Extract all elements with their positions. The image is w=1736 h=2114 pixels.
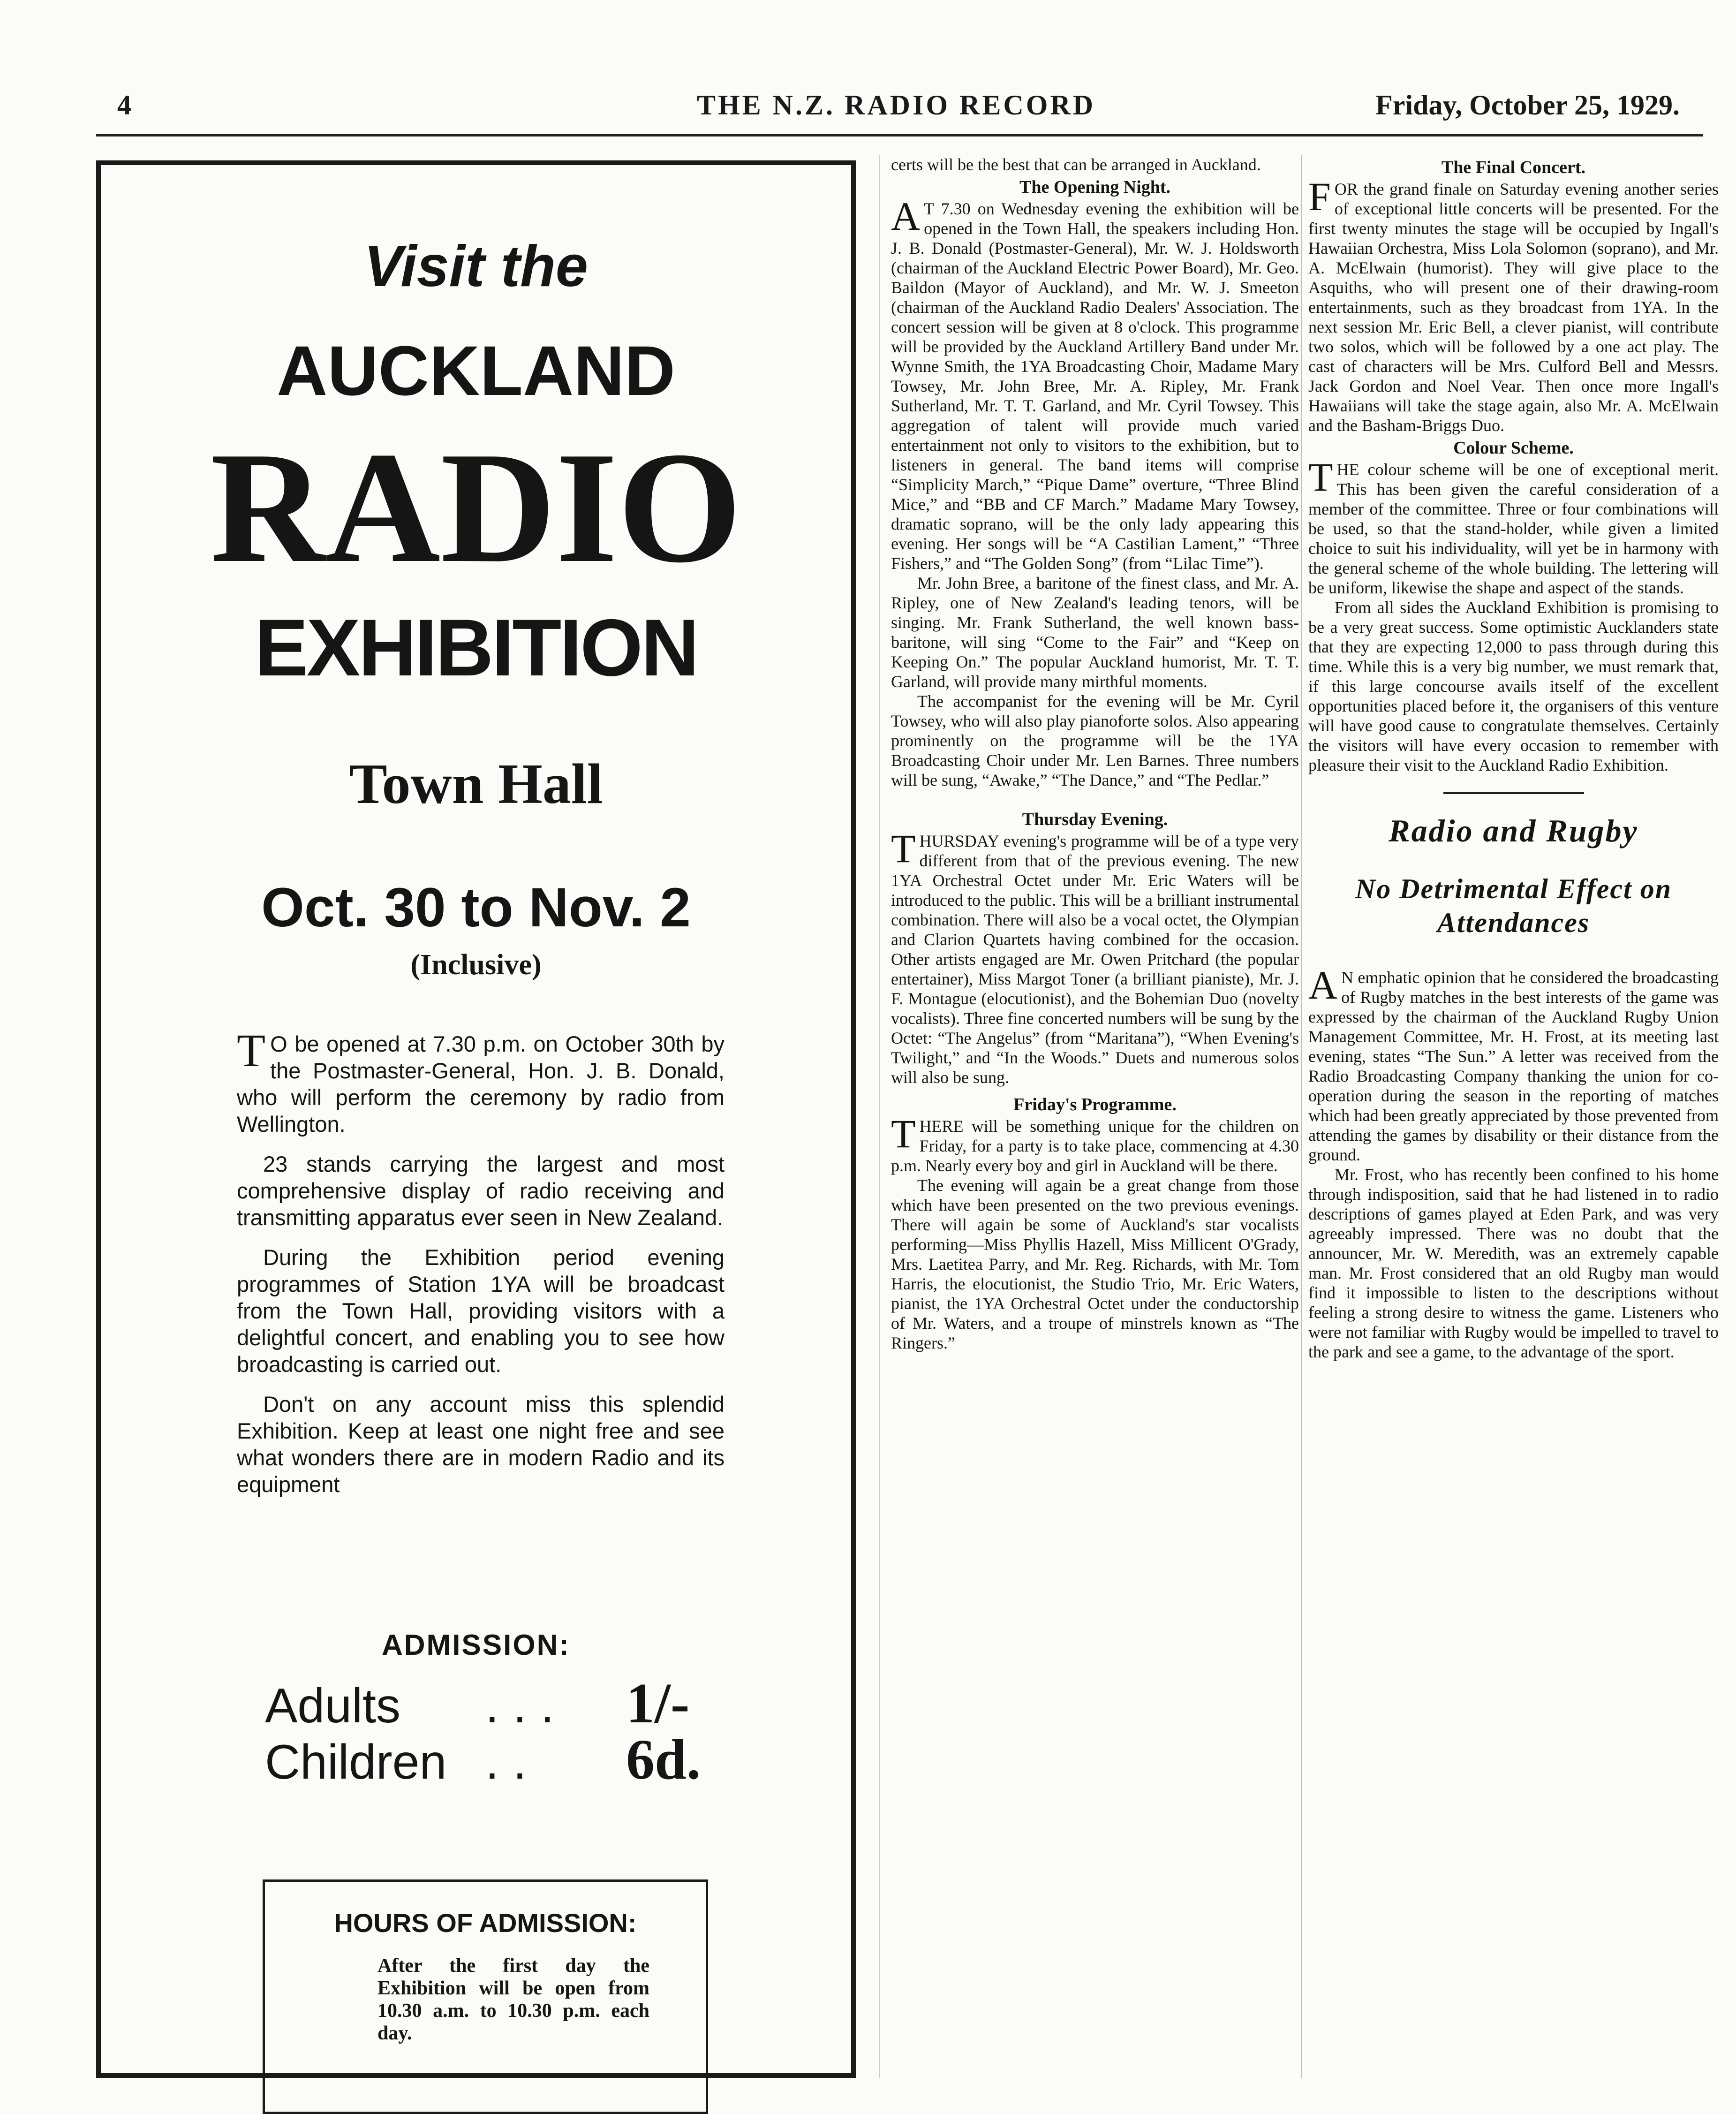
hours-heading: HOURS OF ADMISSION: [334,1908,637,1938]
issue-date: Friday, October 25, 1929. [1375,90,1680,121]
advert-paragraph [237,1024,725,1137]
article-paragraph: certs will be the best that can be arranged in Auckland. [891,155,1261,174]
drop-cap: A [1308,962,1338,1008]
article-paragraph [891,194,1299,573]
rugby-subheadline: No Detrimental Effect on Attendances [1355,873,1672,938]
header-rule [96,134,1703,136]
admission-label: Adults [265,1679,401,1733]
drop-cap: T [891,826,916,871]
admission-price: 6d. [626,1728,701,1791]
article-paragraph [1308,455,1719,598]
page-number: 4 [117,90,131,121]
admission-children [265,1727,701,1793]
admission-dots: .. [485,1735,541,1789]
admission-price: 1/- [626,1672,690,1735]
admission-dots: ... [485,1679,568,1733]
page-header [94,89,1698,131]
drop-cap: T [891,1111,916,1156]
drop-cap: T [237,1024,266,1076]
advert-body [237,1024,725,1511]
article-text: HERE will be something unique for the children on Friday, for a party is to take place, commencing at 4.30 p.m. Nearly every boy and girl in Auckland will be there. [891,1117,1299,1175]
subheading: The Final Concert. [1441,158,1586,177]
article-text: T 7.30 on Wednesday evening the exhibition will be opened in the Town Hall, the speakers including Hon. J. B. Donald (Postmaster-General), Mr. W. J. Holdsworth (chairman of the Auckland Electric Power Board), Mr. Geo. Baildon (Mayor of Auckland), and Mr. W. J. Smeeton (chairman of the Auckland Radio Dealers' Association. The concert session will be given at 8 o'clock. This programme will be provided by the Auckland Artillery Band under Mr. Wynne Smith, the 1YA Broadcasting Choir, Madame Mary Towsey, Mr. John Bree, Mr. A. Ripley, Mr. Frank Sutherland, Mr. T. T. Garland, and Mr. Cyril Towsey. This aggregation of talent will provide much varied entertainment not only to visitors to the exhibition, but to listeners in general. The band items will comprise “Simplicity March,” “Pique Dame” overture, “Three Blind Mice,” and “BB and CF March.” Madame Mary Towsey, dramatic soprano, will be the only lady appearing this evening. Her songs will be “A Castilian Lament,” “Three Fishers,” and “The Golden Song” (from “Lilac Time”). [891,199,1299,573]
advert-venue: Town Hall [349,752,603,816]
article-text: HE colour scheme will be one of exceptional merit. This has been given the careful consideration of a member of the committee. Three or four combinations will be used, so that the stand-holder, while given a limited choice to suit his individuality, will yet be in harmony with the general scheme of the whole building. The lettering will be uniform, likewise the shape and aspect of the stands. [1308,460,1719,597]
advert-text: O be opened at 7.30 p.m. on October 30th by the Postmaster-General, Hon. J. B. Donald, who will perform the ceremony by radio from Wellington. [237,1031,725,1137]
article-paragraph [1308,962,1719,1165]
publication-title: THE N.Z. RADIO RECORD [696,90,1096,121]
drop-cap: A [891,194,921,239]
hours-box [263,1879,708,2114]
column-divider [879,155,880,2078]
article-paragraph: Mr. John Bree, a baritone of the finest class, and Mr. A. Ripley, one of New Zealand's leading tenors, will be singing. Mr. Frank Sutherland, the well known bass-baritone, will sing “Come to the Fair” and “Keep on Keeping On.” The popular Auckland humorist, Mr. T. T. Garland, will provide many mirthful moments. [891,574,1299,691]
admission-adults [265,1671,690,1736]
column-divider [1301,155,1302,2078]
advert-auckland: AUCKLAND [277,331,675,410]
article-text: HURSDAY evening's programme will be of a type very different from that of the previous evening. The new 1YA Orchestral Octet under Mr. Eric Waters will be introduced to the public. This will be a brilliant instrumental combination. There will also be a vocal octet, the Olympian and Clarion Quartets having combined for the occasion. Other artists engaged are Mr. Owen Pritchard (the popular entertainer), Miss Margot Toner (a brilliant pianiste), Mr. J. F. Montague (elocutionist), and the Bohemian Duo (novelty vocalists). Three fine concerted numbers will be sung by the Octet: “The Angelus” (from “Maritana”), “When Evening's Twilight,” and “In the Woods.” Duets and numerous solos will also be sung. [891,832,1299,1087]
advert-paragraph: During the Exhibition period evening programmes of Station 1YA will be broadcast from the Town Hall, providing visitors with a delightful concert, and enabling you to see how broadcasting is carried out. [237,1245,725,1377]
drop-cap: F [1308,174,1331,219]
article-paragraph [891,1111,1299,1175]
article-column-3 [1308,155,1719,1362]
advert-exhibition: EXHIBITION [254,603,698,693]
admission-heading: ADMISSION: [382,1629,570,1661]
advert-radio: RADIO [210,419,742,596]
article-paragraph: Mr. Frost, who has recently been confined to his home through indisposition, said that he had listened in to radio descriptions of games played at Eden Park, and was very agreeably impressed. There was no doubt that the announcer, Mr. W. Meredith, was an extremely capable man. Mr. Frost considered that an old Rugby man would find it impossible to listen to the descriptions without feeling a strong desire to witness the game. Listeners who were not familiar with Rugby would be impelled to travel to the park and see a game, to the advantage of the sport. [1308,1165,1719,1361]
advert-paragraph: Don't on any account miss this splendid Exhibition. Keep at least one night free and see what wonders there are in modern Radio and its equipment [237,1392,725,1497]
hours-text: After the first day the Exhibition will be open from 10.30 a.m. to 10.30 p.m. each day. [377,1955,649,2044]
rugby-headline: Radio and Rugby [1389,813,1638,849]
article-text: N emphatic opinion that he considered the broadcasting of Rugby matches in the best interests of the game was expressed by the chairman of the Auckland Rugby Union Management Committee, Mr. H. Frost, at its meeting last evening, states “The Sun.” A letter was received from the Radio Broadcasting Company thanking the union for co-operation during the season in the reporting of matches which had been greatly appreciated by those prevented from attending the games by disability or their distance from the ground. [1308,968,1719,1164]
article-paragraph [891,826,1299,1087]
subheading: Colour Scheme. [1453,438,1574,458]
drop-cap: T [1308,455,1333,500]
subheading: The Opening Night. [1019,177,1171,197]
admission-label: Children [265,1735,447,1789]
article-paragraph: The accompanist for the evening will be Mr. Cyril Towsey, who will also play pianoforte solos. Also appearing prominently on the programme will be the 1YA Broadcasting Choir under Mr. Len Barnes. Three numbers will be sung, “Awake,” “The Dance,” and “The Pedlar.” [891,692,1299,789]
article-paragraph: From all sides the Auckland Exhibition is promising to be a very great success. Some optimistic Aucklanders state that they are expecting 12,000 to pass through during this time. While this is a very big number, we must remark that, if this large concourse avails itself of the excellent opportunities placed before it, the organisers of this venture will have good cause to congratulate themselves. Certainly the visitors will have every occasion to remember with pleasure their visit to the Auckland Radio Exhibition. [1308,598,1719,774]
advert-visit: Visit the [364,234,588,299]
advert-dates: Oct. 30 to Nov. 2 [261,877,691,939]
section-rule [1443,792,1584,794]
subheading: Friday's Programme. [1013,1095,1177,1114]
advert-paragraph: 23 stands carrying the largest and most comprehensive display of radio receiving and transmitting apparatus ever seen in New Zealand. [237,1152,725,1230]
subheading: Thursday Evening. [1022,810,1168,829]
exhibition-advert [96,160,856,2078]
article-paragraph: The evening will again be a great change from those which have been presented on the two previous evenings. There will again be some of Auckland's star vocalists performing—Miss Phyllis Hazell, Miss Millicent O'Grady, Mrs. Laetitea Parry, and Mr. Reg. Richards, with Mr. Tom Harris, the elocutionist, the Studio Trio, Mr. Eric Waters, pianist, the 1YA Orchestral Octet under the conductorship of Mr. Waters, and a troupe of minstrels known as “The Ringers.” [891,1176,1299,1352]
article-text: OR the grand finale on Saturday evening another series of exceptional little concerts will be presented. For the first twenty minutes the stage will be occupied by Ingall's Hawaiian Orchestra, Miss Lola Solomon (soprano), and Mr. A. McElwain (humorist). They will give place to the Asquiths, who will present one of their drawing-room entertainments, such as they broadcast from 1YA. In the next session Mr. Eric Bell, a clever pianist, will contribute two solos, which will be followed by a one act play. The cast of characters will be Mrs. Culford Bell and Messrs. Jack Gordon and Noel Vear. Then once more Ingall's Hawaiians will take the stage again, also Mr. A. McElwain and the Basham-Briggs Duo. [1308,180,1719,435]
article-column-2 [891,155,1299,1353]
advert-inclusive: (Inclusive) [410,949,542,981]
article-paragraph [1308,174,1719,435]
